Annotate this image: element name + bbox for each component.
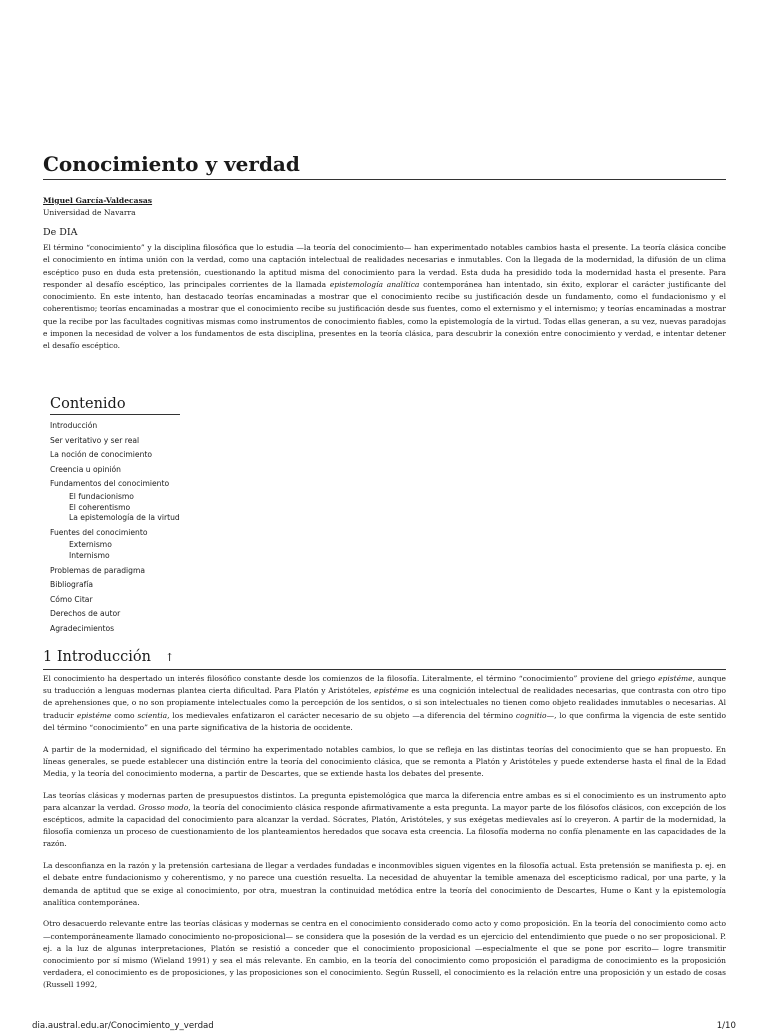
- text-run: El conocimiento ha despertado un interés filosófico constante desde los comienzos de la filosofía. Literalmente, el término “conocimiento” proviene del griego: [43, 674, 659, 683]
- toc-item-internismo[interactable]: Internismo: [69, 550, 110, 560]
- author-affiliation: Universidad de Navarra: [43, 208, 136, 217]
- page-title: Conocimiento y verdad: [43, 150, 726, 180]
- text-run: contemporánea han intentado, sin éxito, explorar el carácter justificante del conocimiento. En este intento, han destacado teorías encaminadas a mostrar que el conocimiento recibe su justificación desde un fundamento, como el fundacionismo y el coherentismo; teorías encaminadas a mostrar que el conocimiento recibe su justificación desde sus fuentes, como el externismo y el internismo; y teorías encaminadas a mostrar que la recibe por las facultades cognitivas mismas como instrumentos de conocimiento fiables, como la epistemología de la virtud. Todas ellas generan, a su vez, nuevas paradojas e imponen la necesidad de volver a los fundamentos de esta disciplina, presentes en la teoría clásica, para descubrir la conexión entre conocimiento y verdad, e intentar detener el desafío escéptico.: [43, 279, 726, 351]
- toc-item-derechos-de-autor[interactable]: Derechos de autor: [50, 609, 121, 619]
- emphasis-text: epistéme: [76, 710, 112, 720]
- toc-item-ser-veritativo-y-ser-real[interactable]: Ser veritativo y ser real: [50, 435, 140, 445]
- text-run: , aunque su traducción a lenguas modernas plantea cierta dificultad. Para Platón y Aristóteles,: [43, 674, 726, 696]
- toc-item-como-citar[interactable]: Cómo Citar: [50, 594, 93, 604]
- body-paragraph: [43, 744, 726, 781]
- toc-item-problemas-de-paradigma[interactable]: Problemas de paradigma: [50, 565, 146, 575]
- emphasis-text: epistéme: [374, 686, 409, 696]
- toc-list: [50, 419, 230, 637]
- toc-item-fundamentos-del-conocimiento[interactable]: Fundamentos del conocimiento: [50, 479, 170, 489]
- abstract-paragraph: [43, 242, 726, 353]
- toc-item-introduccion[interactable]: Introducción: [50, 421, 98, 430]
- text-run: —, lo que confirma la vigencia de este sentido del término “conocimiento” en una parte significativa de la historia de occidente.: [43, 710, 726, 732]
- footer-url: dia.austral.edu.ar/Conocimiento_y_verdad: [32, 1021, 214, 1031]
- source-label: De DIA: [43, 227, 78, 238]
- text-run: como: [111, 710, 138, 720]
- table-of-contents: [50, 394, 230, 637]
- emphasis-text: epistéme: [658, 674, 693, 683]
- text-run: , la teoría del conocimiento clásica responde afirmativamente a esta pregunta. La mayor parte de los filósofos clásicos, con excepción de los escépticos, admite la capacidad del conocimiento para alcanzar la verdad. Sócrates, Platón, Aristóteles, y sus exégetas medievales así lo creyeron. A partir de la modernidad, la filosofía comienza un proceso de cuestionamiento de los planteamientos heredados que socava esta creencia. La filosofía moderna no confía plenamente en las capacidades de la razón.: [43, 802, 726, 849]
- section-title-text: 1 Introducción: [43, 649, 151, 665]
- text-run: A partir de la modernidad, el significado del término ha experimentado notables cambios, lo que se refleja en las distintas teorías del conocimiento que se han propuesto. En líneas generales, se puede establecer una distinción entre la teoría del conocimiento clásica, que se remonta a Platón y Aristóteles y puede extenderse hasta el final de la Edad Media, y la teoría del conocimiento moderna, a partir de Descartes, que se extiende hasta los debates del presente.: [43, 744, 726, 778]
- text-run: es una cognición intelectual de realidades necesarias, que contrasta con otro tipo de aprehensiones que, o no son propiamente intelectuales como la percepción de los sentidos, o si son intelectuales no tienen como objeto realidades inmutables o necesarias. Al traducir: [43, 686, 727, 720]
- body-paragraph: [43, 860, 726, 909]
- text-run: , los medievales enfatizaron el carácter necesario de su objeto —a diferencia del término: [167, 710, 516, 720]
- toc-item-agradecimientos[interactable]: Agradecimientos: [50, 623, 115, 633]
- body-paragraph: [43, 790, 726, 851]
- text-run: Otro desacuerdo relevante entre las teorías clásicas y modernas se centra en el conocimiento considerado como acto y como proposición. En la teoría del conocimiento como acto —contemporáneamente llamado conocimiento no-proposicional— se considera que la posesión de la verdad es un ejercicio del entendimiento que puede o no ser proposicional. P. ej. a la luz de algunas interpretaciones, Platón se resistió a conceder que el conocimiento proposicional —especialmente el que se pone por escrito— logre transmitir conocimiento por sí mismo (Wieland 1991) y sea el más relevante. En cambio, en la teoría del conocimiento como proposición el paradigma de conocimiento es la proposición verdadera, el conocimiento es de proposiciones, y las proposiciones son el conocimiento. Según Russell, el conocimiento es la relación entre una proposición y un estado de cosas (Russell 1992,: [43, 919, 726, 990]
- toc-item-fuentes-del-conocimiento[interactable]: Fuentes del conocimiento: [50, 527, 148, 537]
- body-paragraph: [43, 918, 726, 991]
- toc-item-bibliografia[interactable]: Bibliografía: [50, 580, 94, 590]
- text-run: Las teorías clásicas y modernas parten de presupuestos distintos. La pregunta epistemológica que marca la diferencia entre ambas es si el conocimiento es un instrumento apto para alcanzar la verdad.: [43, 790, 726, 812]
- section-body: [43, 673, 726, 1001]
- emphasis-text: epistemología analítica: [329, 279, 420, 289]
- toc-heading: Contenido: [50, 394, 180, 415]
- toc-item-la-epistemologia-de-la-virtud[interactable]: La epistemología de la virtud: [69, 513, 180, 523]
- toc-item-externismo[interactable]: Externismo: [69, 540, 112, 550]
- body-paragraph: [43, 673, 726, 734]
- back-to-top-arrow-icon[interactable]: ↑: [164, 651, 175, 664]
- toc-item-creencia-u-opinion[interactable]: Creencia u opinión: [50, 464, 121, 474]
- emphasis-text: cognitio: [515, 710, 547, 720]
- toc-item-la-nocion-de-conocimiento[interactable]: La noción de conocimiento: [50, 450, 153, 460]
- text-run: La desconfianza en la razón y la pretensión cartesiana de llegar a verdades fundadas e inconmovibles siguen vigentes en la filosofía actual. Esta pretensión se manifiesta p. ej. en el debate entre fundacionismo y coherentismo, y no parece una cuestión resuelta. La necesidad de ahuyentar la temible amenaza del escepticismo radical, por una parte, y la demanda de aptitud que se exige al conocimiento, por otra, muestran la continuidad metódica entre la teoría del conocimiento de Descartes, Hume o Kant y la epistemología analítica contemporánea.: [43, 861, 726, 907]
- section-heading-introduccion: [43, 646, 726, 670]
- footer-page-number: 1/10: [716, 1021, 736, 1031]
- toc-item-el-coherentismo[interactable]: El coherentismo: [69, 502, 131, 512]
- toc-item-el-fundacionismo[interactable]: El fundacionismo: [69, 491, 134, 501]
- text-run: El término “conocimiento” y la disciplina filosófica que lo estudia —la teoría del conocimiento— han experimentado notables cambios hasta el presente. La teoría clásica concibe el conocimiento en íntima unión con la verdad, como una captación intelectual de realidades necesarias e inmutables. Con la llegada de la modernidad, la difusión de un clima escéptico puso en duda esta pretensión, cuestionando la aptitud misma del conocimiento para la verdad. Esta duda ha presidido toda la modernidad hasta el presente. Para responder al desafío escéptico, las principales corrientes de la llamada: [43, 243, 726, 289]
- author-link[interactable]: Miguel García-Valdecasas: [43, 196, 153, 205]
- emphasis-text: scientia: [137, 710, 168, 720]
- emphasis-text: Grosso modo: [138, 802, 189, 812]
